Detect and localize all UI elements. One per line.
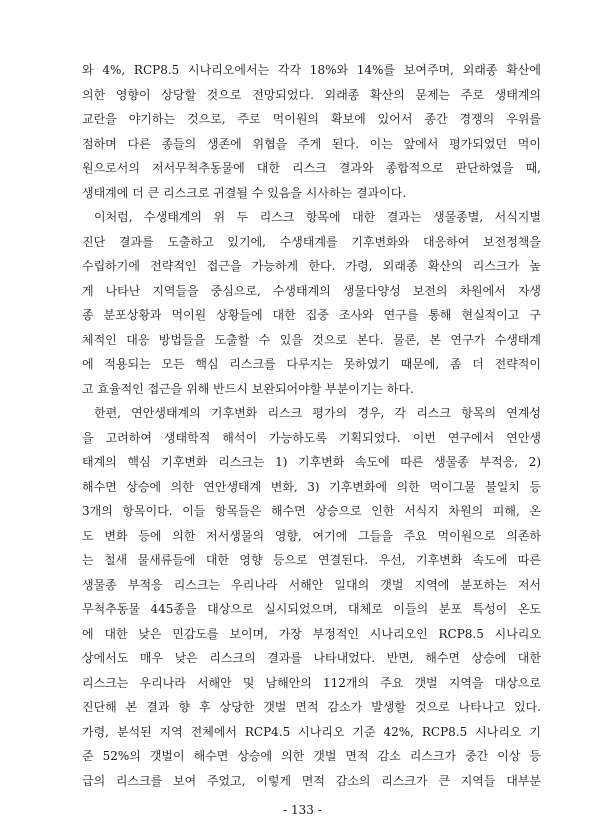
paragraph-1 [82, 58, 541, 205]
text-line: 게 나타난 지역들을 중심으로, 수생태계의 생물다양성 보전의 차원에서 자생 [82, 283, 541, 298]
text-line: 생물종 부적응 리스크는 우리나라 서해안 일대의 갯벌 지역에 분포하는 저서 [82, 577, 541, 592]
paragraph-3 [82, 401, 541, 793]
text-line: 이처럼, 수생태계의 위 두 리스크 항목에 대한 결과는 생물종별, 서식지별 [94, 210, 541, 224]
text-line: 급의 리스크를 보여 주었고, 이렇게 면적 감소의 리스크가 큰 지역들 대부분 [82, 773, 541, 788]
text-line: 에 대한 낮은 민감도를 보이며, 가장 부정적인 시나리오인 RCP8.5 시나리오 [82, 626, 541, 641]
text-line: 생태계에 더 큰 리스크로 귀결될 수 있음을 시사하는 결과이다. [82, 185, 407, 200]
text-line: 진단 결과를 도출하고 있기에, 수생태계를 기후변화와 대응하여 보전정책을 [82, 234, 541, 249]
text-line: 원으로서의 저서무척추동물에 대한 리스크 결과와 종합적으로 판단하였을 때, [82, 161, 541, 175]
text-line: 도 변화 등에 의한 저서생물의 영향, 여기에 그들을 주요 먹이원으로 의존하 [82, 528, 541, 543]
page-number: - 133 - [283, 803, 322, 817]
text-line: 의한 영향이 상당할 것으로 전망되었다. 외래종 확산의 문제는 주로 생태계의 [82, 87, 541, 102]
text-line: 와 4%, RCP8.5 시나리오에서는 각각 18%와 14%를 보여주며, 외래종 확산에 [82, 63, 541, 77]
text-line: 체적인 대응 방법들을 도출할 수 있을 것으로 본다. 물론, 본 연구가 수생태계 [82, 332, 541, 347]
paragraph-2 [82, 205, 541, 401]
text-line: 가령, 분석된 지역 전체에서 RCP4.5 시나리오 기준 42%, RCP8.5 시나리오 기 [82, 724, 541, 739]
text-line: 고 효율적인 접근을 위해 반드시 보완되어야할 부분이기는 하다. [82, 381, 414, 396]
text-line: 리스크는 우리나라 서해안 및 남해안의 112개의 주요 갯벌 지역을 대상으로 [82, 675, 541, 690]
text-line: 무척추동물 445종을 대상으로 실시되었으며, 대체로 이들의 분포 특성이 온도 [82, 602, 541, 616]
text-line: 종 분포상황과 먹이원 상황들에 대한 집중 조사와 연구를 통해 현실적이고 구 [82, 308, 541, 322]
text-line: 3개의 항목이다. 이들 항목들은 해수면 상승으로 인한 서식지 차원의 피해, 온 [82, 504, 541, 518]
text-line: 한편, 연안생태계의 기후변화 리스크 평가의 경우, 각 리스크 항목의 연계성 [94, 406, 541, 420]
text-line: 태계의 핵심 기후변화 리스크는 1) 기후변화 속도에 따른 생물종 부적응, 2) [82, 455, 541, 469]
text-line: 을 고려하여 생태학적 해석이 가능하도록 기획되었다. 이번 연구에서 연안생 [82, 430, 541, 445]
text-line: 해수면 상승에 의한 연안생태계 변화, 3) 기후변화에 의한 먹이그물 불일치 등 [82, 479, 541, 494]
text-line: 교란을 야기하는 것으로, 주로 먹이원의 확보에 있어서 종간 경쟁의 우위를 [82, 112, 541, 126]
body-text [82, 58, 541, 793]
text-line: 는 철새 물새류들에 대한 영향 등으로 연결된다. 우선, 기후변화 속도에 따른 [82, 553, 541, 567]
text-line: 에 적용되는 모든 핵심 리스크를 다루지는 못하였기 때문에, 좀 더 전략적이 [82, 357, 541, 371]
text-line: 진단해 본 결과 향 후 상당한 갯벌 면적 감소가 발생할 것으로 나타나고 있다. [82, 700, 541, 714]
text-line: 수립하기에 전략적인 접근을 가능하게 한다. 가령, 외래종 확산의 리스크가 높 [82, 259, 541, 273]
text-line: 점하며 다른 종들의 생존에 위협을 주게 된다. 이는 앞에서 평가되었던 먹이 [82, 136, 541, 151]
text-line: 상에서도 매우 낮은 리스크의 결과를 나타내었다. 반면, 해수면 상승에 대한 [82, 651, 541, 665]
text-line: 준 52%의 갯벌이 해수면 상승에 의한 갯벌 면적 감소 리스크가 중간 이상 등 [82, 749, 541, 763]
